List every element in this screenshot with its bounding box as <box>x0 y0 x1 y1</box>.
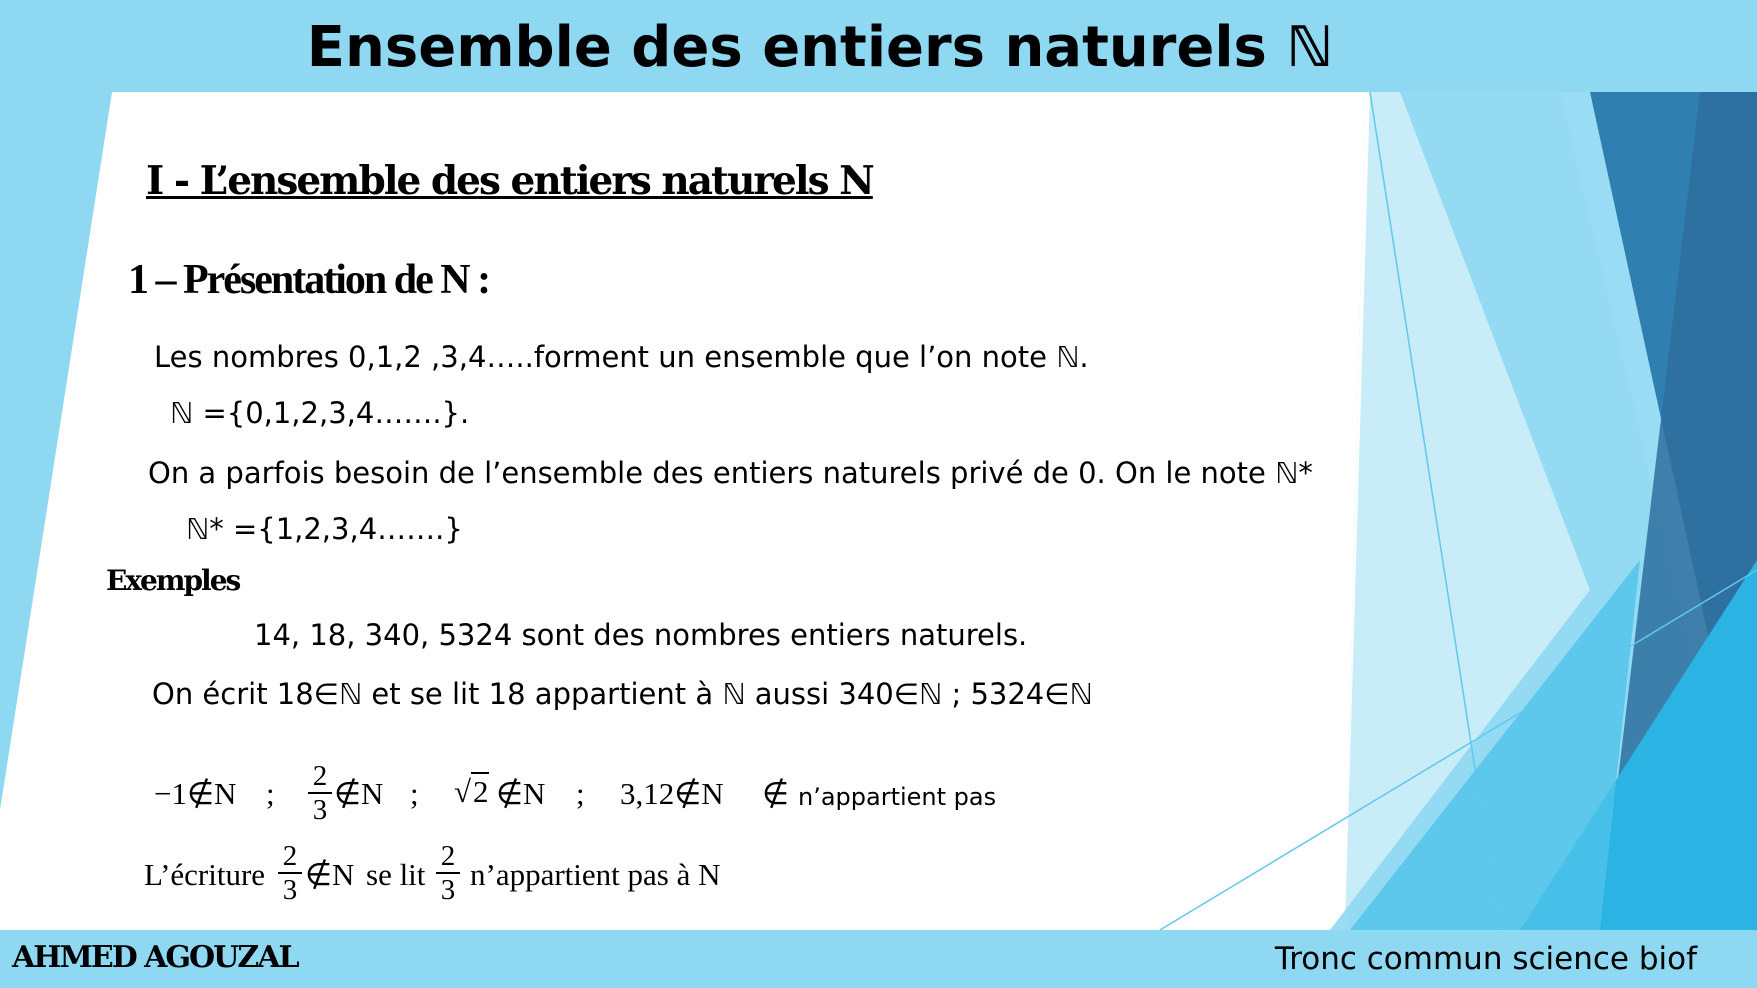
subsection-heading: 1 – Présentation de N : <box>128 257 490 303</box>
math-sqrt <box>454 774 489 810</box>
sqrt-symbol: √ <box>454 774 472 809</box>
math-fraction <box>436 840 460 906</box>
math-notin: ∉N <box>334 776 384 811</box>
fraction-numerator: 2 <box>436 840 460 874</box>
math-separator: ; <box>410 776 419 811</box>
course-name: Tronc commun science biof <box>1274 941 1697 977</box>
text-line-4: ℕ* ={1,2,3,4…….} <box>186 512 463 546</box>
text-line-5: 14, 18, 340, 5324 sont des nombres entiers naturels. <box>254 618 1028 652</box>
math-fraction <box>308 760 332 826</box>
text-line-6: On écrit 18∈ℕ et se lit 18 appartient à ℕ aussi 340∈ℕ ; 5324∈ℕ <box>152 677 1093 711</box>
math-fraction <box>278 840 302 906</box>
math-separator: ; <box>576 776 585 811</box>
fraction-denominator: 3 <box>440 874 456 906</box>
sqrt-argument: 2 <box>473 774 489 809</box>
notin-label: n’appartient pas <box>798 783 997 811</box>
slide-title: Ensemble des entiers naturels ℕ <box>306 15 1334 80</box>
text-line-2: ℕ ={0,1,2,3,4…….}. <box>170 396 470 430</box>
math-se-lit: se lit <box>366 857 426 892</box>
math-separator: ; <box>266 776 275 811</box>
math-napp-pas: n’appartient pas à N <box>470 857 721 892</box>
math-notin: ∉N <box>305 857 355 892</box>
fraction-numerator: 2 <box>278 840 302 874</box>
math-minus-one: −1∉N <box>154 776 237 811</box>
examples-label: Exemples <box>106 564 240 597</box>
text-line-3: On a parfois besoin de l’ensemble des entiers naturels privé de 0. On le note ℕ* <box>148 456 1313 490</box>
text-line-1: Les nombres 0,1,2 ,3,4…..forment un ensemble que l’on note ℕ. <box>154 340 1089 374</box>
math-decimal: 3,12∉N <box>620 776 724 811</box>
author-name: AHMED AGOUZAL <box>12 940 298 975</box>
fraction-denominator: 3 <box>312 794 328 826</box>
math-notin: ∉N <box>496 776 546 811</box>
notin-symbol: ∉ <box>762 776 790 811</box>
fraction-denominator: 3 <box>282 874 298 906</box>
math-ecriture: L’écriture <box>144 857 266 892</box>
section-heading: I - L’ensemble des entiers naturels N <box>146 158 873 204</box>
fraction-numerator: 2 <box>308 760 332 794</box>
